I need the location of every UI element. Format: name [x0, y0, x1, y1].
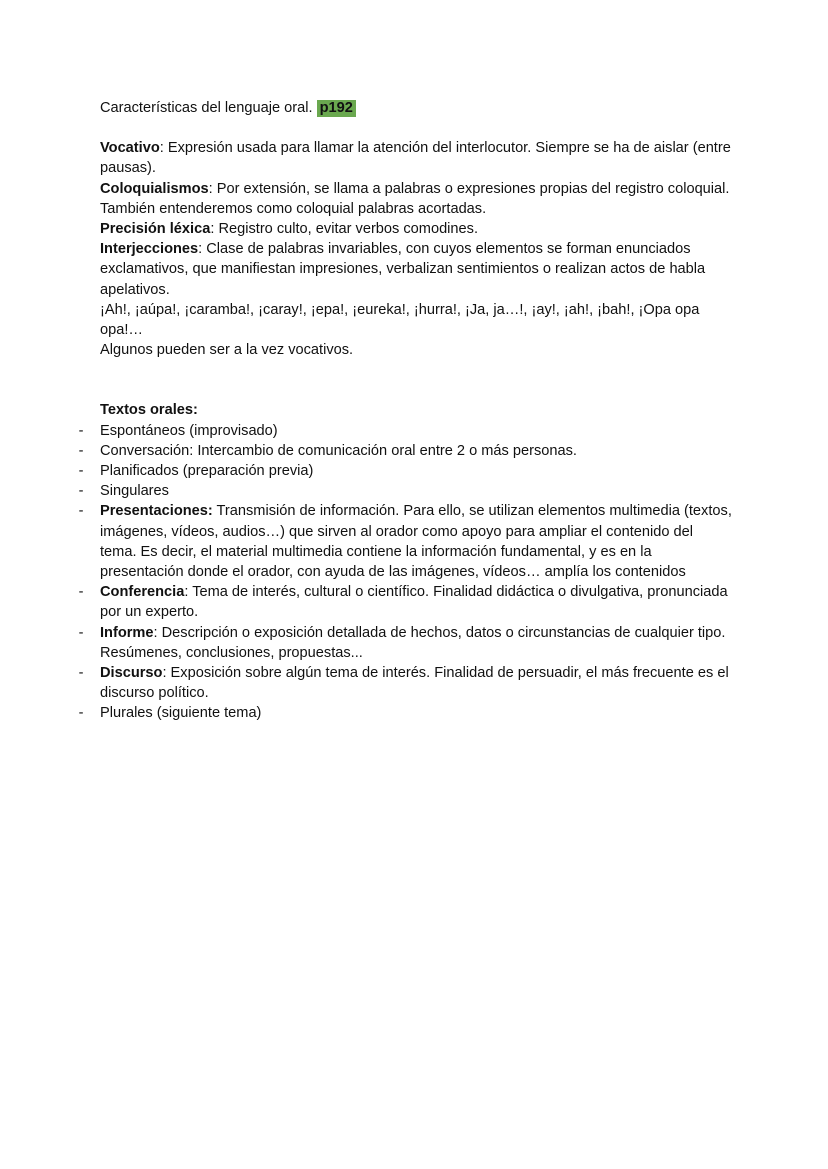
list-item-label: Conversación: Intercambio de comunicación oral entre 2 o más personas. — [100, 442, 577, 459]
definition-term: Coloquialismos — [100, 180, 209, 197]
interjection-examples: ¡Ah!, ¡aúpa!, ¡caramba!, ¡caray!, ¡epa!, ¡eureka!, ¡hurra!, ¡Ja, ja…!, ¡ay!, ¡ah!, ¡bah!, ¡Opa opa opa!… — [100, 301, 700, 339]
dash-bullet: - — [78, 624, 84, 641]
title-text: Características del lenguaje oral. — [100, 100, 313, 116]
definition-coloquialismos — [100, 179, 732, 219]
oral-texts-heading: Textos orales: — [100, 402, 198, 419]
definition-text: : Registro culto, evitar verbos comodines. — [210, 221, 479, 238]
document-page — [78, 98, 732, 724]
page-title — [100, 98, 732, 118]
dash-bullet: - — [78, 442, 84, 459]
list-item-label: Planificados (preparación previa) — [100, 463, 314, 480]
list-item-conferencia — [78, 582, 732, 622]
dash-bullet: - — [78, 705, 84, 722]
item-text: : Descripción o exposición detallada de hechos, datos o circunstancias de cualquier tipo. Resúmenes, conclusiones, propuestas... — [100, 624, 726, 661]
definitions-block — [100, 138, 732, 360]
dash-bullet: - — [78, 665, 84, 682]
list-item-conversation — [78, 441, 732, 461]
list-item-informe — [78, 623, 732, 663]
definition-interjecciones — [100, 239, 732, 300]
dash-bullet: - — [78, 422, 84, 439]
spontaneous-sublist — [78, 441, 732, 461]
list-item-label: Espontáneos (improvisado) — [100, 422, 278, 439]
definition-term: Precisión léxica — [100, 221, 211, 238]
list-item-spontaneous — [78, 421, 732, 461]
item-text: Transmisión de información. Para ello, se utilizan elementos multimedia (textos, imágenes, vídeos, audios…) que sirven al orador como apoyo para ampliar el contenido del tema. Es decir, el material multimedia contiene la información fundamental, y es en la presentación donde el orador, con ayuda de las imágenes, vídeos… amplía los contenidos — [100, 503, 732, 581]
item-term: Informe — [100, 624, 154, 641]
vocative-note: Algunos pueden ser a la vez vocativos. — [100, 342, 354, 359]
item-term: Discurso — [100, 665, 163, 682]
dash-bullet: - — [78, 503, 84, 520]
definition-term: Interjecciones — [100, 241, 199, 258]
definition-text: : Clase de palabras invariables, con cuyos elementos se forman enunciados exclamativos, que manifiestan impresiones, verbalizan sentimientos o realizan actos de habla apelativos. — [100, 241, 706, 298]
item-text: : Exposición sobre algún tema de interés. Finalidad de persuadir, el más frecuente es el discurso político. — [100, 665, 729, 702]
definition-precision-lexica — [100, 219, 732, 239]
oral-texts-list — [78, 421, 732, 724]
list-item-plural — [78, 703, 732, 723]
list-item-label: Singulares — [100, 483, 169, 500]
dash-bullet: - — [78, 483, 84, 500]
list-item-discurso — [78, 663, 732, 703]
spacer — [100, 360, 732, 400]
item-term: Presentaciones: — [100, 503, 213, 520]
dash-bullet: - — [78, 463, 84, 480]
list-item-singular — [78, 481, 732, 703]
list-item-presentaciones — [78, 501, 732, 582]
dash-bullet: - — [78, 584, 84, 601]
definition-term: Vocativo — [100, 140, 160, 157]
definition-vocativo — [100, 138, 732, 178]
item-text: : Tema de interés, cultural o científico. Finalidad didáctica o divulgativa, pronunciada por un experto. — [100, 584, 728, 621]
list-item-planned — [78, 461, 732, 724]
item-term: Conferencia — [100, 584, 185, 601]
list-item-label: Plurales (siguiente tema) — [100, 705, 262, 722]
definition-text: : Por extensión, se llama a palabras o expresiones propias del registro coloquial. También entenderemos como coloquial palabras acortadas. — [100, 180, 730, 217]
singular-sublist — [78, 501, 732, 703]
planned-sublist — [78, 481, 732, 723]
definition-text: : Expresión usada para llamar la atención del interlocutor. Siempre se ha de aislar (entre pausas). — [100, 140, 731, 177]
page-reference-tag: p192 — [317, 100, 356, 117]
